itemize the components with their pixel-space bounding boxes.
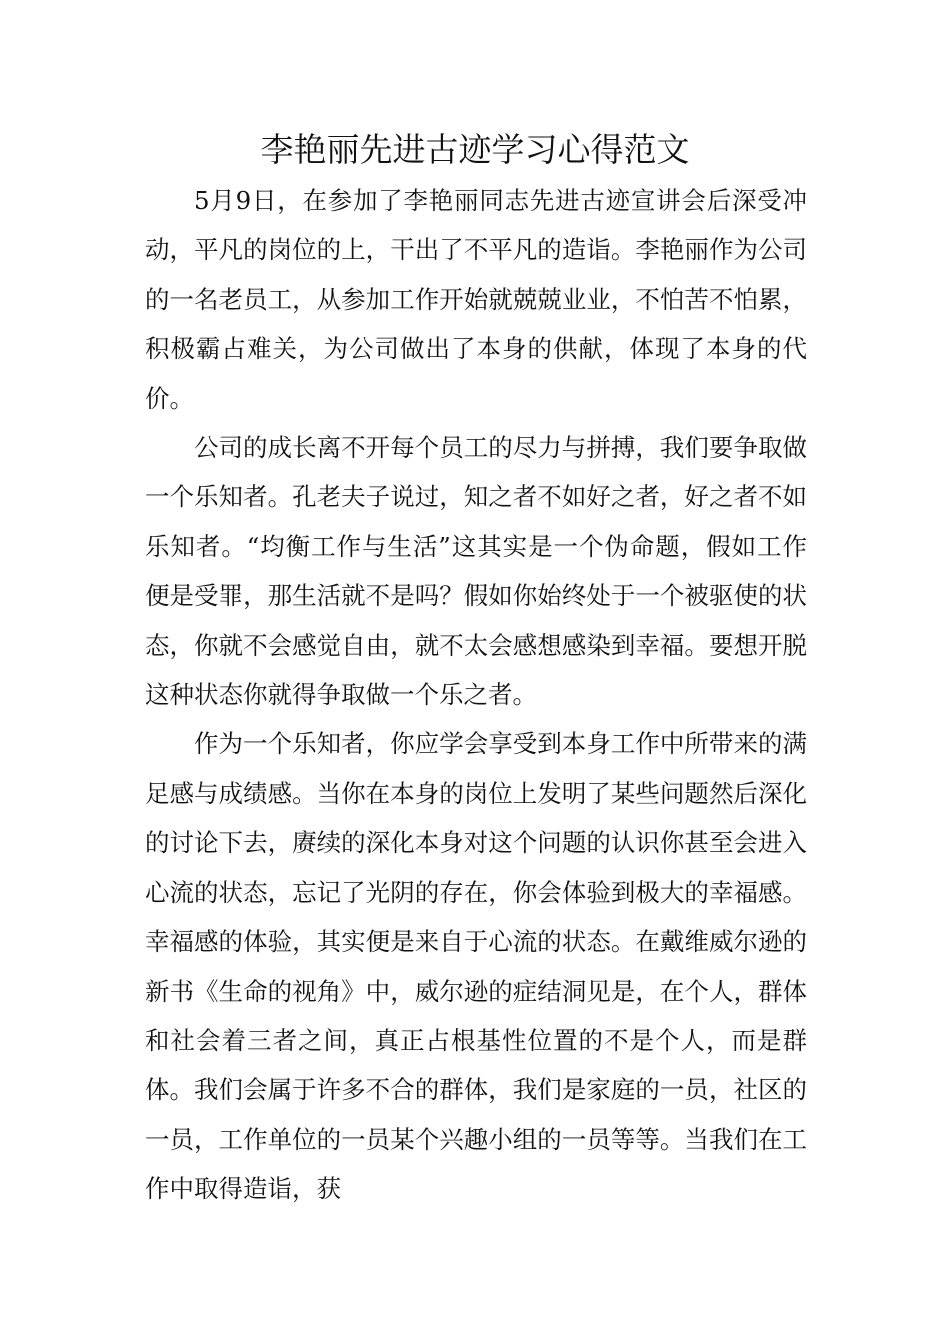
paragraph-2: 公司的成长离不开每个员工的尽力与拼搏，我们要争取做一个乐知者。孔老夫子说过，知之者不如好之者，好之者不如乐知者。“均衡工作与生活”这其实是一个伪命题，假如工作便是受罪，那生活就不是吗？假如你始终处于一个被驱使的状态，你就不会感觉自由，就不太会感想感染到幸福。要想开脱这种状态你就得争取做一个乐之者。 xyxy=(145,433,807,710)
paragraph-1: 5月9日，在参加了李艳丽同志先进古迹宣讲会后深受冲动，平凡的岗位的上，干出了不平凡的造诣。李艳丽作为公司的一名老员工，从参加工作开始就兢兢业业，不怕苦不怕累，积极霸占难关，为公司做出了本身的供献，体现了本身的代价。 xyxy=(145,186,807,413)
document-body xyxy=(145,176,807,1214)
paragraph-3: 作为一个乐知者，你应学会享受到本身工作中所带来的满足感与成绩感。当你在本身的岗位上发明了某些问题然后深化的讨论下去，赓续的深化本身对这个问题的认识你甚至会进入心流的状态，忘记了光阴的存在，你会体验到极大的幸福感。幸福感的体验，其实便是来自于心流的状态。在戴维威尔逊的新书《生命的视角》中，威尔逊的症结洞见是，在个人，群体和社会着三者之间，真正占根基性位置的不是个人，而是群体。我们会属于许多不合的群体，我们是家庭的一员，社区的一员，工作单位的一员某个兴趣小组的一员等等。当我们在工作中取得造诣，获 xyxy=(145,729,807,1204)
document-title: 李艳丽先进古迹学习心得范文 xyxy=(260,130,690,169)
